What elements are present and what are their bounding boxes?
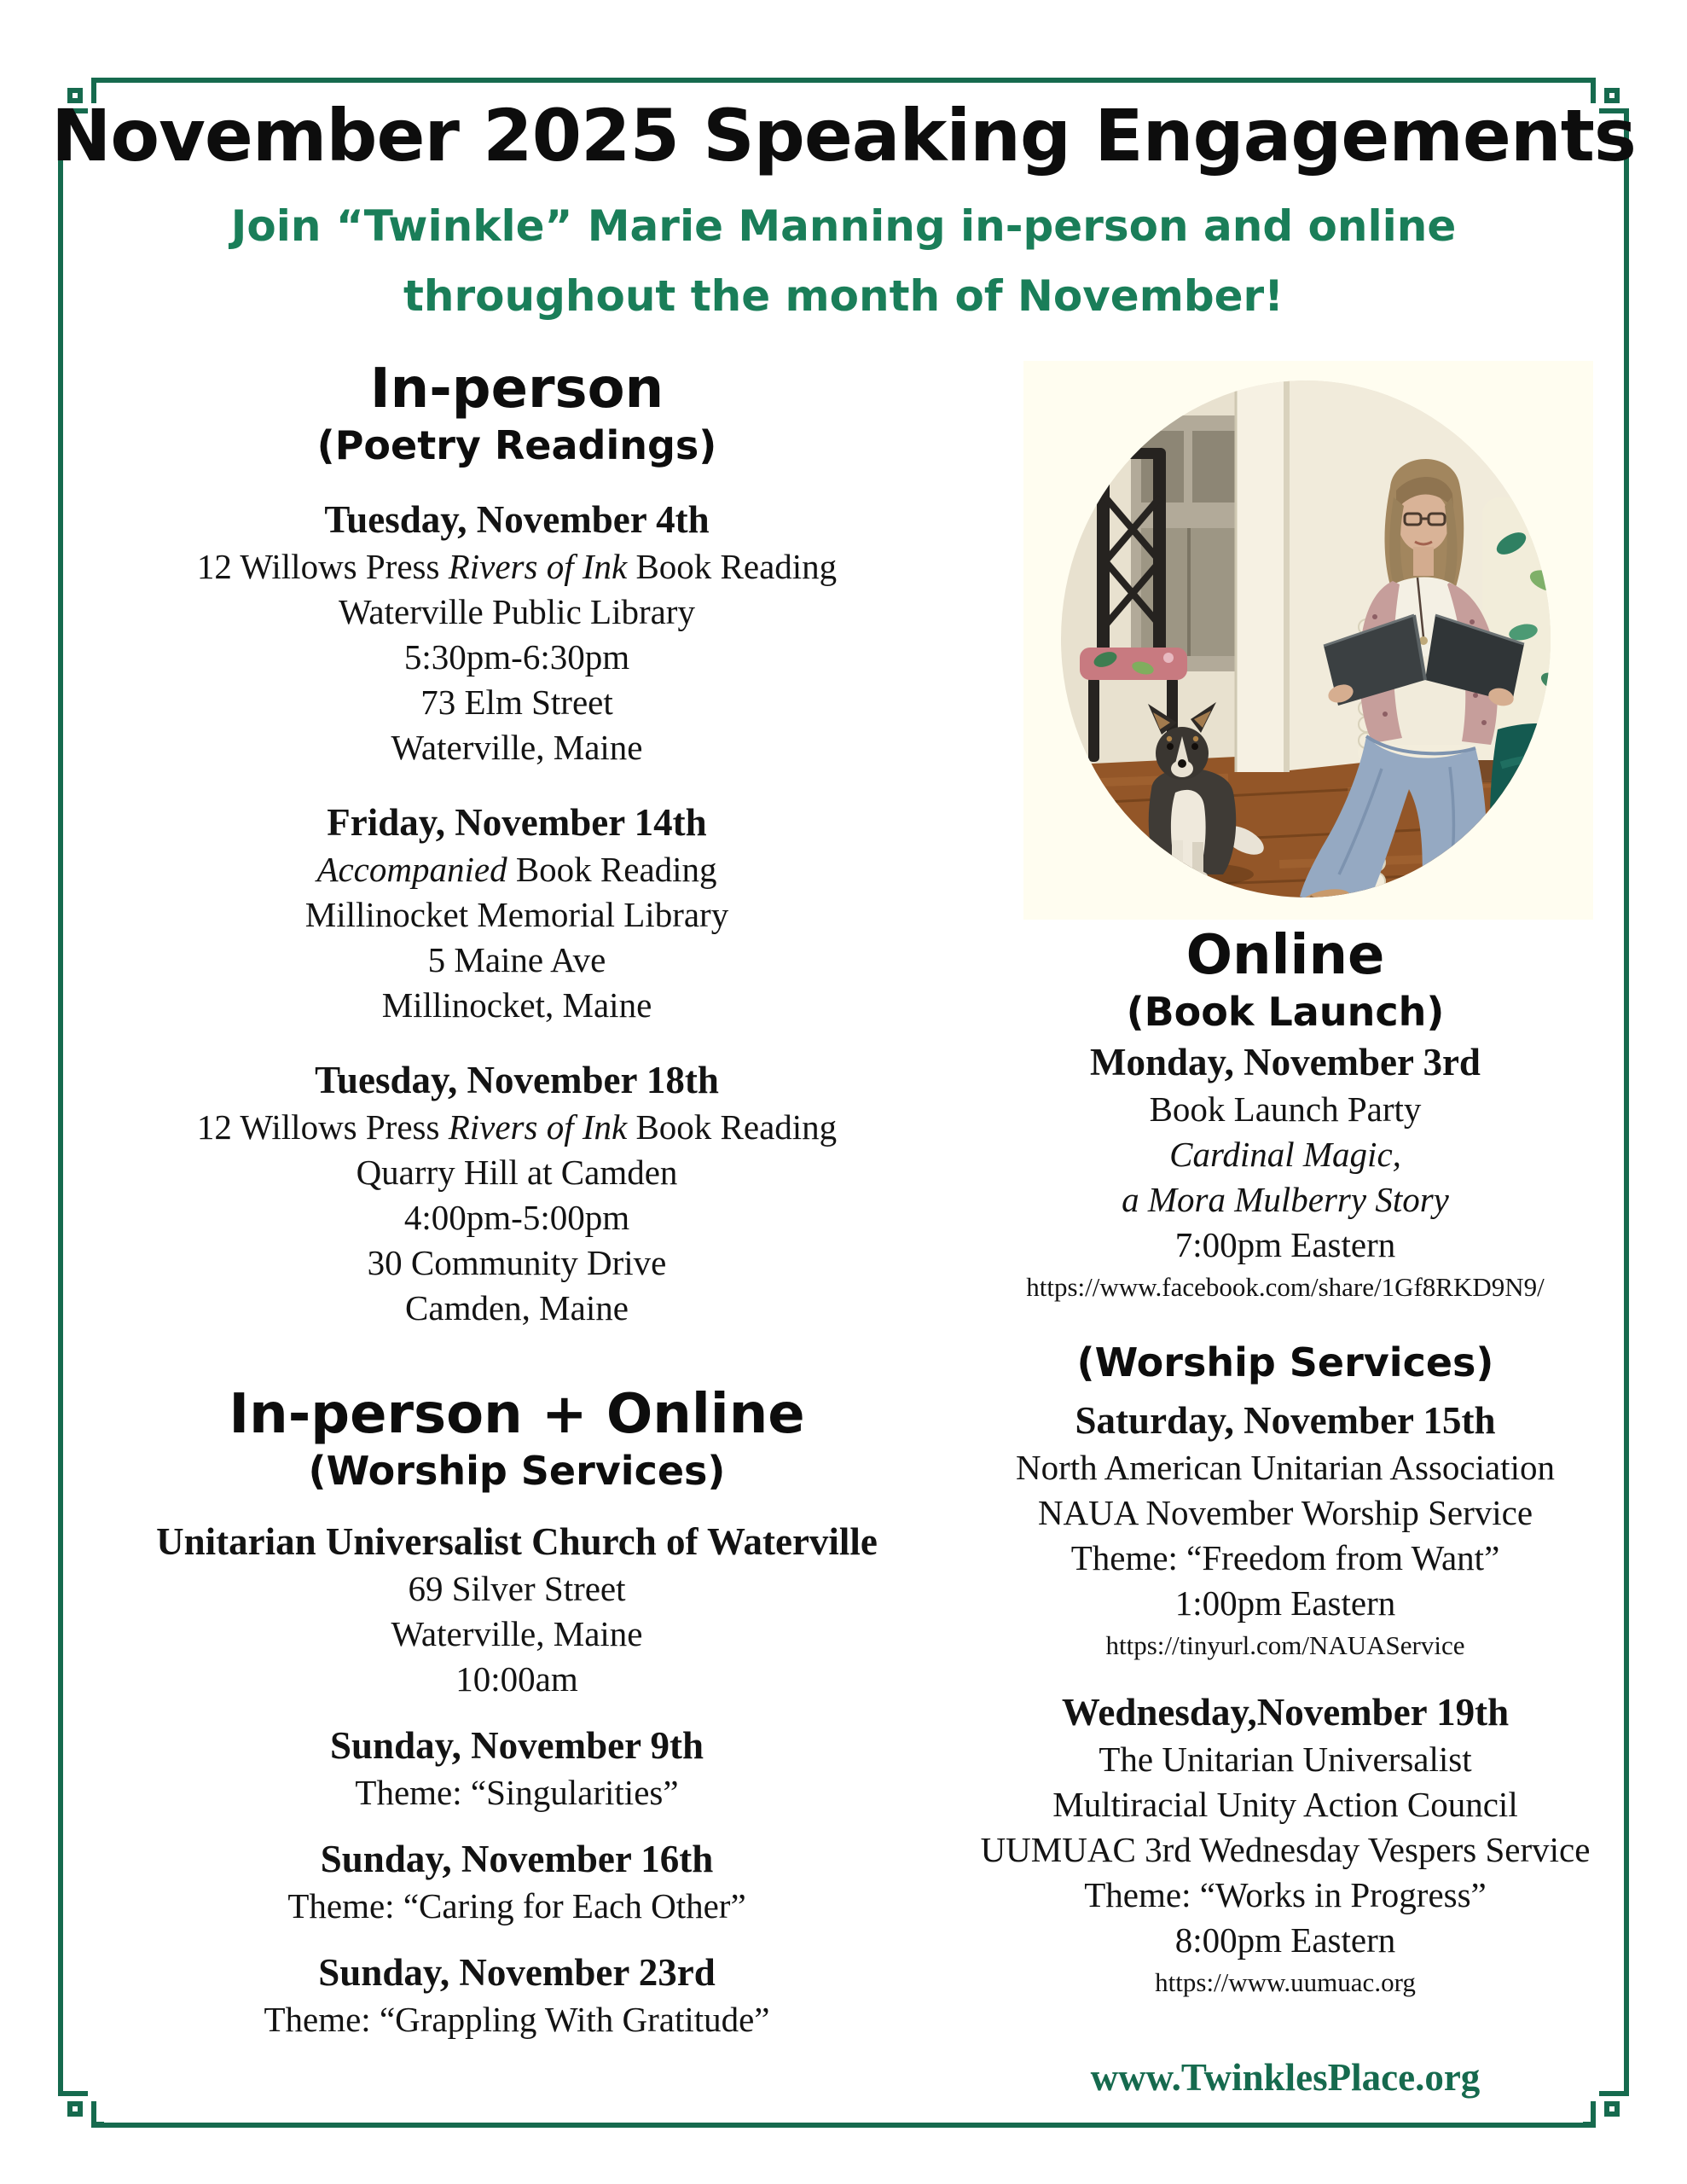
text-line: 73 Elm Street: [420, 682, 613, 722]
section-subheading-worship-services-online: (Worship Services): [1076, 1339, 1494, 1385]
text-line: Theme: “Singularities”: [355, 1773, 679, 1812]
text-line: North American Unitarian Association: [1016, 1448, 1555, 1487]
text-line: Multiracial Unity Action Council: [1052, 1785, 1518, 1824]
event-block: [73, 1055, 960, 1331]
text-line: Book Launch Party: [1149, 1089, 1422, 1129]
subtitle-line-2: throughout the month of November!: [403, 271, 1284, 321]
text-line: Accompanied Book Reading: [316, 850, 717, 889]
worship-events-list: [977, 1396, 1594, 2002]
event-date: Friday, November 14th: [327, 801, 707, 844]
worship-event-block: [977, 1396, 1594, 1665]
book-launch-details: [977, 1087, 1594, 1268]
frame-border-right: [1624, 111, 1629, 2094]
event-url: https://tinyurl.com/NAUAService: [1105, 1630, 1465, 1660]
section-heading-in-person-online: In-person + Online: [229, 1383, 805, 1446]
section-subheading-book-launch: (Book Launch): [1126, 989, 1445, 1035]
text-line: Camden, Maine: [405, 1288, 629, 1327]
section-subheading-worship-services: (Worship Services): [308, 1448, 726, 1494]
event-date: Saturday, November 15th: [1075, 1399, 1496, 1442]
frame-border-bottom: [91, 2123, 1596, 2128]
frame-border-top: [91, 78, 1596, 83]
event-date: Tuesday, November 18th: [315, 1059, 719, 1101]
service-date: Sunday, November 23rd: [318, 1951, 716, 1994]
section-subheading-poetry-readings: (Poetry Readings): [316, 422, 717, 468]
section-heading-online: Online: [1186, 924, 1385, 987]
service-block: [73, 1721, 960, 1815]
service-date: Sunday, November 9th: [329, 1724, 704, 1767]
section-heading-in-person: In-person: [369, 357, 664, 421]
in-person-column: [73, 358, 960, 2042]
event-url: https://www.uumuac.org: [1155, 1967, 1416, 1997]
worship-event-block: [977, 1687, 1594, 2002]
venue-details: [73, 1566, 960, 1702]
text-line: Millinocket Memorial Library: [304, 895, 729, 934]
text-line: 8:00pm Eastern: [1174, 1920, 1396, 1960]
text-line: a Mora Mulberry Story: [1122, 1180, 1449, 1219]
text-line: Waterville Public Library: [339, 592, 695, 631]
portrait-photo: [1023, 361, 1593, 920]
text-line: Theme: “Grappling With Gratitude”: [264, 2000, 770, 2039]
text-line: Waterville, Maine: [391, 728, 643, 767]
text-line: Theme: “Freedom from Want”: [1070, 1538, 1500, 1577]
text-line: 12 Willows Press Rivers of Ink Book Reading: [196, 547, 838, 586]
sunday-services-list: [73, 1721, 960, 2042]
online-column: [977, 361, 1594, 2100]
text-line: 12 Willows Press Rivers of Ink Book Reading: [196, 1107, 838, 1147]
text-line: 5:30pm-6:30pm: [403, 637, 630, 677]
text-line: 1:00pm Eastern: [1174, 1583, 1396, 1623]
text-line: 5 Maine Ave: [427, 940, 606, 979]
text-line: Millinocket, Maine: [381, 985, 652, 1025]
venue-name: Unitarian Universalist Church of Waterville: [156, 1520, 878, 1563]
subtitle: [0, 191, 1687, 331]
poetry-events-list: [73, 495, 960, 1331]
event-block: [73, 798, 960, 1028]
text-line: UUMUAC 3rd Wednesday Vespers Service: [980, 1830, 1591, 1869]
text-line: The Unitarian Universalist: [1099, 1740, 1472, 1779]
text-line: 4:00pm-5:00pm: [403, 1198, 630, 1237]
service-block: [73, 1834, 960, 1929]
venue-block: [73, 1517, 960, 1702]
website-url: www.TwinklesPlace.org: [1090, 2056, 1481, 2099]
flyer-header: [0, 94, 1687, 331]
text-line: Waterville, Maine: [391, 1614, 643, 1653]
teal-chair: [1490, 723, 1593, 920]
event-date: Monday, November 3rd: [1090, 1041, 1481, 1083]
text-line: Theme: “Caring for Each Other”: [287, 1886, 746, 1926]
text-line: Theme: “Works in Progress”: [1084, 1875, 1487, 1914]
facebook-url: https://www.facebook.com/share/1Gf8RKD9N9/: [1026, 1272, 1545, 1302]
frame-border-left: [58, 111, 63, 2094]
text-line: 7:00pm Eastern: [1174, 1225, 1396, 1264]
text-line: 10:00am: [455, 1659, 578, 1699]
corner-ornament-bottom-left: [53, 2080, 104, 2131]
event-block: [73, 495, 960, 770]
text-line: Quarry Hill at Camden: [356, 1153, 678, 1192]
photo-illustration: [1023, 361, 1593, 920]
subtitle-line-1: Join “Twinkle” Marie Manning in-person and online: [230, 201, 1457, 251]
text-line: Cardinal Magic,: [1169, 1135, 1401, 1174]
event-date: Tuesday, November 4th: [324, 498, 710, 541]
text-line: 69 Silver Street: [408, 1569, 626, 1608]
text-line: 30 Community Drive: [367, 1243, 667, 1282]
event-date: Wednesday,November 19th: [1061, 1691, 1510, 1734]
text-line: NAUA November Worship Service: [1037, 1493, 1533, 1532]
service-block: [73, 1948, 960, 2042]
page-title: November 2025 Speaking Engagements: [51, 94, 1636, 177]
service-date: Sunday, November 16th: [320, 1838, 714, 1880]
